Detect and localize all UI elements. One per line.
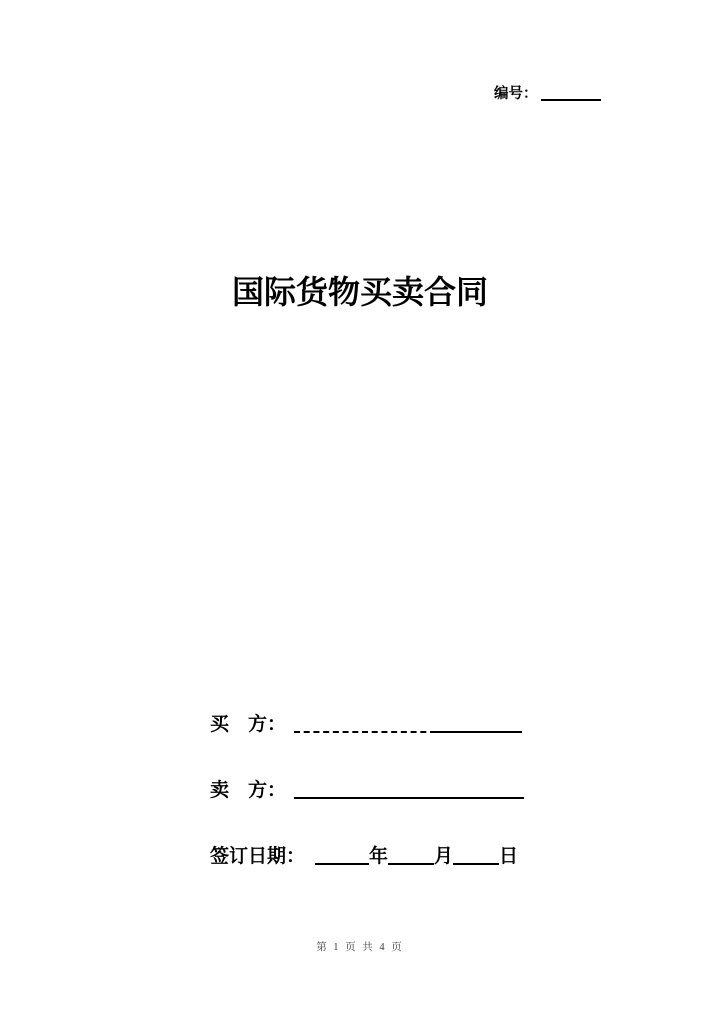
seller-row bbox=[210, 778, 524, 804]
date-year-unit: 年 bbox=[369, 846, 389, 867]
doc-number-label: 编号： bbox=[494, 86, 538, 102]
buyer-label: 买 方： bbox=[210, 714, 287, 735]
buyer-name-blank-solid[interactable] bbox=[436, 729, 522, 733]
doc-number-row bbox=[494, 84, 601, 104]
seller-name-blank[interactable] bbox=[294, 795, 524, 799]
signing-date-label: 签订日期： bbox=[210, 846, 306, 867]
buyer-name-blank-dashed[interactable] bbox=[294, 729, 436, 733]
date-month-blank[interactable] bbox=[388, 861, 434, 865]
page-footer: 第 1 页 共 4 页 bbox=[316, 942, 404, 953]
date-year-blank[interactable] bbox=[315, 861, 369, 865]
contract-title: 国际货物买卖合同 bbox=[231, 274, 488, 310]
date-month-unit: 月 bbox=[434, 846, 454, 867]
buyer-row bbox=[210, 712, 522, 738]
date-day-unit: 日 bbox=[499, 846, 519, 867]
signing-date-row bbox=[210, 844, 518, 870]
doc-number-blank[interactable] bbox=[541, 97, 601, 101]
seller-label: 卖 方： bbox=[210, 780, 287, 801]
date-day-blank[interactable] bbox=[453, 861, 499, 865]
